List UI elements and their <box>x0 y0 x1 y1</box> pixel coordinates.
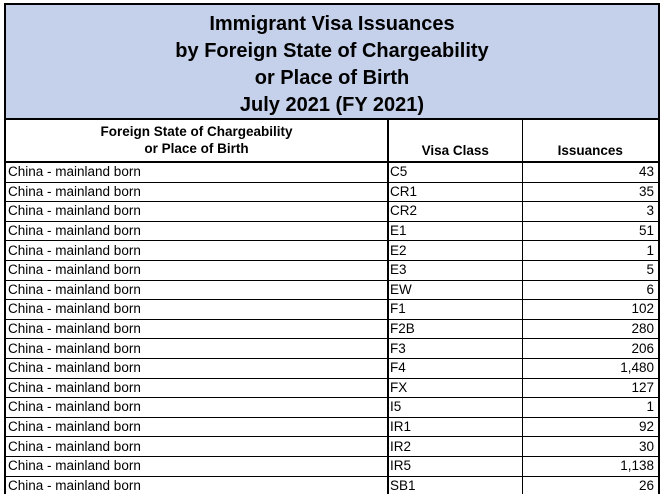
cell-issuances: 1 <box>522 241 658 261</box>
cell-foreign-state: China - mainland born <box>6 456 388 476</box>
cell-issuances: 26 <box>522 476 658 494</box>
cell-visa-class: F4 <box>388 358 522 378</box>
table-row <box>6 358 658 378</box>
cell-foreign-state: China - mainland born <box>6 417 388 437</box>
cell-issuances: 3 <box>522 202 658 222</box>
cell-issuances: 6 <box>522 280 658 300</box>
cell-visa-class: E2 <box>388 241 522 261</box>
cell-issuances: 206 <box>522 339 658 359</box>
table-row <box>6 300 658 320</box>
cell-foreign-state: China - mainland born <box>6 241 388 261</box>
cell-foreign-state: China - mainland born <box>6 437 388 457</box>
header-foreign-state <box>6 120 388 162</box>
table-body <box>6 162 658 494</box>
cell-foreign-state: China - mainland born <box>6 378 388 398</box>
cell-issuances: 92 <box>522 417 658 437</box>
cell-visa-class: EW <box>388 280 522 300</box>
cell-visa-class: FX <box>388 378 522 398</box>
cell-issuances: 43 <box>522 162 658 182</box>
cell-foreign-state: China - mainland born <box>6 319 388 339</box>
report-title-block <box>6 5 658 120</box>
table-row <box>6 319 658 339</box>
table-row <box>6 241 658 261</box>
table-row <box>6 202 658 222</box>
table-row <box>6 378 658 398</box>
header-foreign-state-line-2: or Place of Birth <box>144 141 249 156</box>
cell-foreign-state: China - mainland born <box>6 182 388 202</box>
cell-issuances: 1,480 <box>522 358 658 378</box>
header-issuances: Issuances <box>522 120 658 162</box>
cell-foreign-state: China - mainland born <box>6 476 388 494</box>
cell-visa-class: CR1 <box>388 182 522 202</box>
cell-visa-class: E1 <box>388 221 522 241</box>
cell-issuances: 127 <box>522 378 658 398</box>
report-title-line-4: July 2021 (FY 2021) <box>239 94 425 116</box>
cell-foreign-state: China - mainland born <box>6 358 388 378</box>
report-title-line-1: Immigrant Visa Issuances <box>209 13 455 35</box>
cell-issuances: 35 <box>522 182 658 202</box>
cell-foreign-state: China - mainland born <box>6 260 388 280</box>
cell-issuances: 1,138 <box>522 456 658 476</box>
report-title-line-3: or Place of Birth <box>254 67 410 89</box>
cell-issuances: 280 <box>522 319 658 339</box>
table-row <box>6 182 658 202</box>
cell-issuances: 5 <box>522 260 658 280</box>
cell-visa-class: I5 <box>388 398 522 418</box>
cell-issuances: 1 <box>522 398 658 418</box>
cell-foreign-state: China - mainland born <box>6 221 388 241</box>
cell-visa-class: IR2 <box>388 437 522 457</box>
cell-issuances: 51 <box>522 221 658 241</box>
table-row <box>6 339 658 359</box>
cell-visa-class: IR1 <box>388 417 522 437</box>
cell-visa-class: IR5 <box>388 456 522 476</box>
report-title-line-2: by Foreign State of Chargeability <box>175 40 489 62</box>
table-row <box>6 162 658 182</box>
cell-visa-class: E3 <box>388 260 522 280</box>
header-foreign-state-line-1: Foreign State of Chargeability <box>100 124 293 139</box>
report-frame <box>4 3 660 494</box>
table-row <box>6 476 658 494</box>
cell-foreign-state: China - mainland born <box>6 202 388 222</box>
cell-foreign-state: China - mainland born <box>6 398 388 418</box>
table-row <box>6 260 658 280</box>
header-visa-class: Visa Class <box>388 120 522 162</box>
table-row <box>6 437 658 457</box>
table-header-row <box>6 120 658 162</box>
table-row <box>6 398 658 418</box>
cell-visa-class: C5 <box>388 162 522 182</box>
cell-issuances: 102 <box>522 300 658 320</box>
table-row <box>6 456 658 476</box>
cell-foreign-state: China - mainland born <box>6 162 388 182</box>
cell-visa-class: F3 <box>388 339 522 359</box>
cell-visa-class: CR2 <box>388 202 522 222</box>
table-row <box>6 221 658 241</box>
cell-foreign-state: China - mainland born <box>6 339 388 359</box>
cell-foreign-state: China - mainland born <box>6 300 388 320</box>
cell-visa-class: SB1 <box>388 476 522 494</box>
issuances-table <box>6 120 658 494</box>
cell-visa-class: F2B <box>388 319 522 339</box>
cell-foreign-state: China - mainland born <box>6 280 388 300</box>
cell-issuances: 30 <box>522 437 658 457</box>
cell-visa-class: F1 <box>388 300 522 320</box>
table-row <box>6 417 658 437</box>
table-row <box>6 280 658 300</box>
